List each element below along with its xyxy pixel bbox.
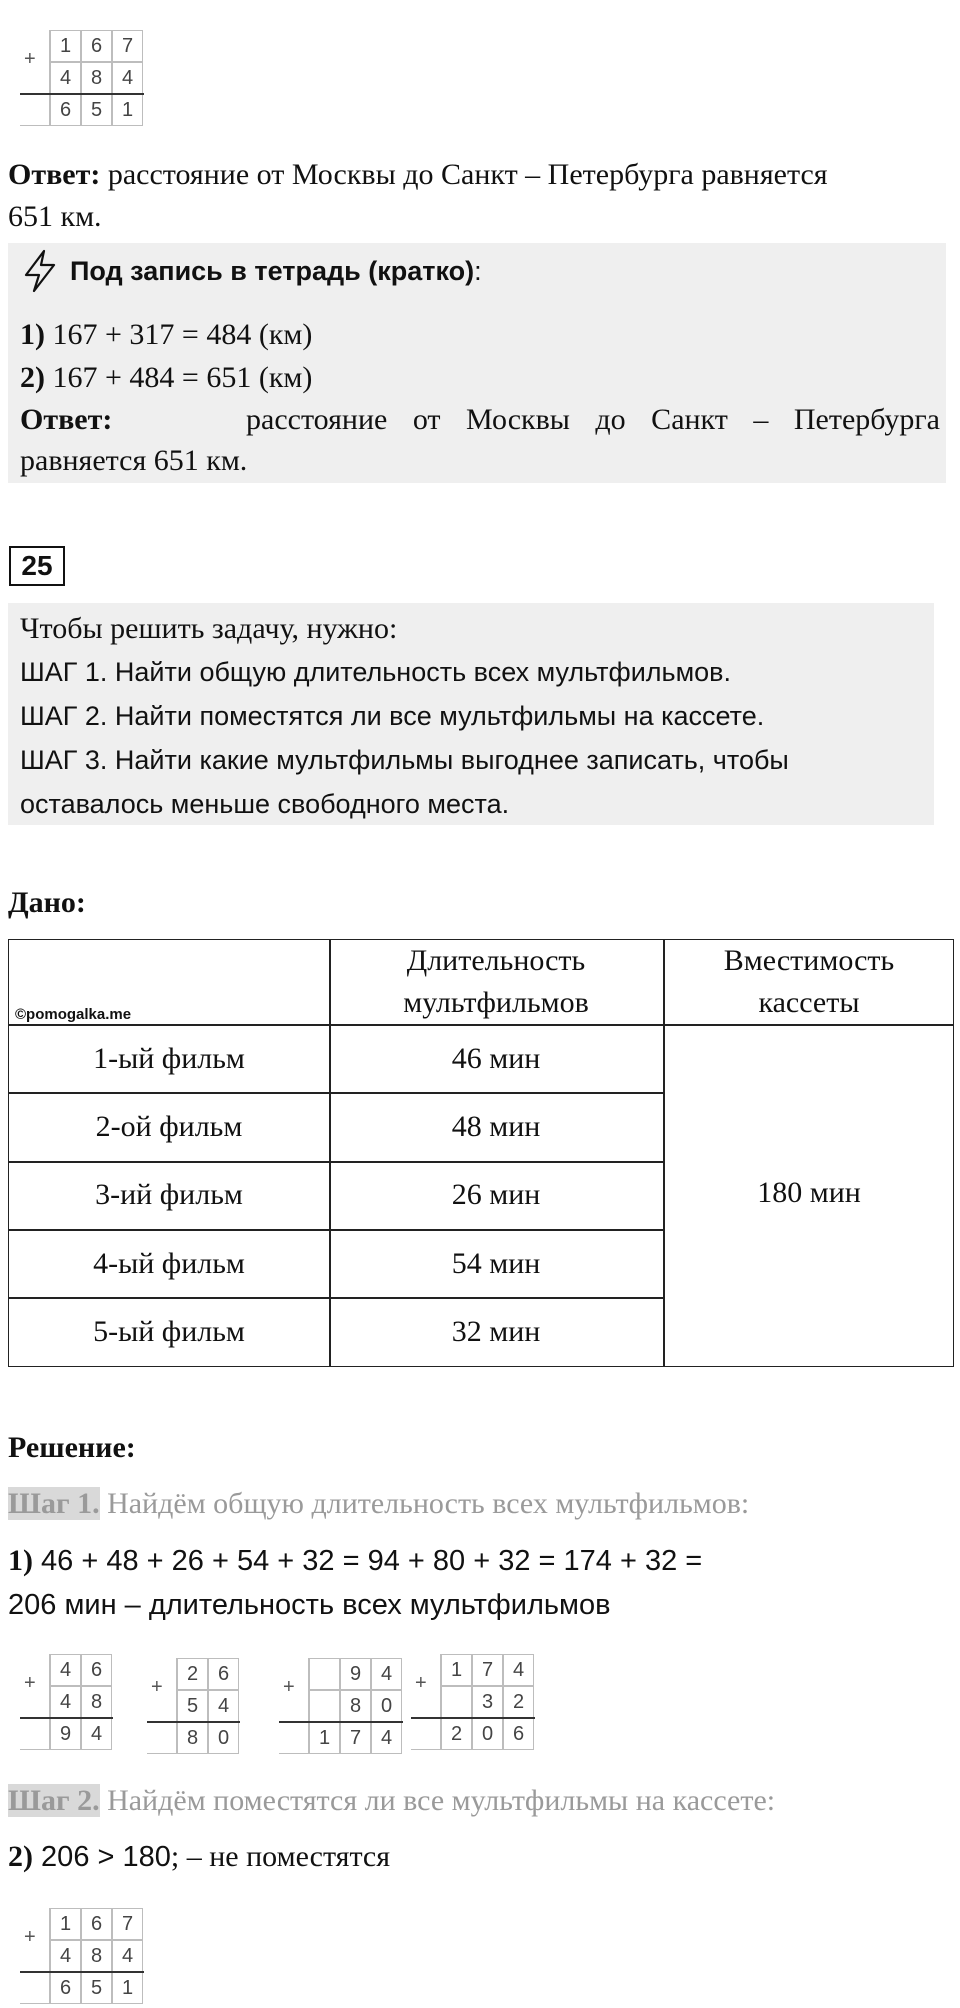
sum-line — [411, 1717, 535, 1719]
digit-cell: 1 — [50, 30, 81, 62]
notebook-title: Под запись в тетрадь (кратко): — [70, 256, 482, 286]
notebook-answer-line-1: Ответ: расстояние от Москвы до Санкт – Петербурга — [20, 403, 940, 436]
digit-cell: 1 — [112, 94, 143, 126]
plus-sign: + — [415, 1672, 427, 1694]
step1-heading: Шаг 1. Найдём общую длительность всех мультфильмов: — [8, 1487, 750, 1520]
column-addition-4 — [411, 1654, 545, 1752]
digit-cell: 3 — [472, 1686, 503, 1718]
answer-line-2: 651 км. — [8, 200, 102, 233]
empty-cell — [279, 1690, 309, 1722]
empty-cell — [279, 1722, 309, 1754]
duration-5: 32 мин — [451, 1315, 541, 1348]
notebook-answer-line-2: равняется 651 км. — [20, 444, 248, 477]
step2-equation: 2) 206 > 180; – не поместятся — [8, 1840, 391, 1873]
plan-step-1: ШАГ 1. Найти общую длительность всех мультфильмов. — [20, 657, 732, 687]
empty-cell — [147, 1690, 177, 1722]
digit-cell: 7 — [112, 30, 143, 62]
digit-cell: 4 — [81, 1718, 112, 1750]
watermark: ©pomogalka.me — [15, 1006, 132, 1023]
digit-cell: 8 — [340, 1690, 371, 1722]
digit-cell: 6 — [81, 1908, 112, 1940]
digit-cell: 7 — [112, 1908, 143, 1940]
digit-cell: 0 — [371, 1690, 402, 1722]
digit-cell: 1 — [309, 1722, 340, 1754]
digit-cell: 2 — [503, 1686, 534, 1718]
digit-cell — [309, 1690, 340, 1722]
plus-sign: + — [24, 48, 36, 70]
digit-cell: 6 — [81, 1654, 112, 1686]
digit-cell: 4 — [208, 1690, 239, 1722]
digit-cell: 2 — [441, 1718, 472, 1750]
task-number: 25 — [9, 546, 65, 586]
digit-cell: 6 — [50, 1972, 81, 2004]
digit-cell: 7 — [472, 1654, 503, 1686]
empty-cell — [279, 1658, 309, 1690]
digit-cell: 9 — [340, 1658, 371, 1690]
plus-sign: + — [24, 1926, 36, 1948]
empty-cell — [20, 62, 50, 94]
sum-line — [20, 93, 144, 95]
film-4: 4-ый фильм — [93, 1247, 245, 1280]
capacity-value: 180 мин — [757, 1176, 861, 1209]
plus-sign: + — [283, 1676, 295, 1698]
digit-cell: 8 — [177, 1722, 208, 1754]
plus-sign: + — [24, 1672, 36, 1694]
duration-3: 26 мин — [451, 1178, 541, 1211]
empty-cell — [411, 1718, 441, 1750]
empty-cell — [20, 1972, 50, 2004]
digit-cell: 1 — [441, 1654, 472, 1686]
digit-cell: 4 — [50, 62, 81, 94]
digit-cell: 4 — [50, 1654, 81, 1686]
column-addition-1 — [20, 1654, 123, 1752]
film-3: 3-ий фильм — [95, 1178, 243, 1211]
answer-label: Ответ: — [8, 158, 101, 191]
digit-cell: 8 — [81, 1940, 112, 1972]
digit-cell: 6 — [503, 1718, 534, 1750]
digit-cell: 1 — [50, 1908, 81, 1940]
solution-label: Решение: — [8, 1431, 136, 1464]
duration-4: 54 мин — [451, 1247, 541, 1280]
digit-cell: 6 — [208, 1658, 239, 1690]
sum-line — [147, 1721, 240, 1723]
film-1: 1-ый фильм — [93, 1042, 245, 1075]
header-capacity-2: кассеты — [758, 986, 860, 1019]
step1-equation: 1) 46 + 48 + 26 + 54 + 32 = 94 + 80 + 32 = 174 + 32 = — [8, 1544, 703, 1577]
empty-cell — [20, 30, 50, 62]
column-addition-top — [20, 30, 154, 128]
empty-cell — [411, 1686, 441, 1718]
digit-cell: 5 — [177, 1690, 208, 1722]
empty-cell — [147, 1658, 177, 1690]
duration-2: 48 мин — [451, 1110, 541, 1143]
given-table — [8, 939, 954, 1367]
answer-line-1 — [8, 154, 958, 196]
digit-cell: 6 — [81, 30, 112, 62]
empty-cell — [20, 1940, 50, 1972]
film-2: 2-ой фильм — [95, 1110, 243, 1143]
empty-cell — [20, 1654, 50, 1686]
empty-cell — [147, 1722, 177, 1754]
sum-line — [279, 1721, 403, 1723]
digit-cell: 1 — [112, 1972, 143, 2004]
column-addition-2 — [147, 1658, 250, 1756]
digit-cell: 8 — [81, 62, 112, 94]
empty-cell — [20, 1686, 50, 1718]
film-5: 5-ый фильм — [93, 1315, 245, 1348]
plan-box — [8, 603, 934, 825]
empty-cell — [20, 1718, 50, 1750]
digit-cell: 7 — [340, 1722, 371, 1754]
digit-cell: 4 — [371, 1722, 402, 1754]
sum-line — [20, 1717, 113, 1719]
header-duration-1: Длительность — [406, 944, 586, 977]
step2-heading: Шаг 2. Найдём поместятся ли все мультфильмы на кассете: — [8, 1784, 776, 1817]
digit-cell: 9 — [50, 1718, 81, 1750]
digit-cell: 4 — [371, 1658, 402, 1690]
digit-cell: 5 — [81, 94, 112, 126]
given-label: Дано: — [8, 886, 86, 919]
lightning-icon — [20, 249, 60, 298]
digit-cell — [441, 1686, 472, 1718]
answer-text: расстояние от Москвы до Санкт – Петербурга равняется — [100, 158, 828, 191]
digit-cell: 4 — [112, 62, 143, 94]
digit-cell: 4 — [50, 1686, 81, 1718]
digit-cell: 0 — [208, 1722, 239, 1754]
digit-cell: 0 — [472, 1718, 503, 1750]
plan-step-3: ШАГ 3. Найти какие мультфильмы выгоднее записать, чтобы — [20, 745, 789, 775]
digit-cell — [309, 1658, 340, 1690]
notebook-box — [8, 243, 946, 483]
column-addition-bottom — [20, 1908, 154, 2006]
notebook-line-2: 2) 167 + 484 = 651 (км) — [20, 361, 313, 394]
digit-cell: 4 — [50, 1940, 81, 1972]
plan-step-2: ШАГ 2. Найти поместятся ли все мультфильмы на кассете. — [20, 701, 765, 731]
digit-cell: 6 — [50, 94, 81, 126]
digit-cell: 5 — [81, 1972, 112, 2004]
empty-cell — [20, 1908, 50, 1940]
header-duration-2: мультфильмов — [403, 986, 589, 1019]
empty-cell — [20, 94, 50, 126]
column-addition-3 — [279, 1658, 393, 1756]
digit-cell: 4 — [112, 1940, 143, 1972]
sum-line — [20, 1971, 144, 1973]
empty-cell — [411, 1654, 441, 1686]
plan-step-3-continued: оставалось меньше свободного места. — [20, 789, 510, 819]
digit-cell: 8 — [81, 1686, 112, 1718]
digit-cell: 4 — [503, 1654, 534, 1686]
digit-cell: 2 — [177, 1658, 208, 1690]
header-capacity-1: Вместимость — [723, 944, 895, 977]
plan-intro: Чтобы решить задачу, нужно: — [20, 612, 398, 645]
plus-sign: + — [151, 1676, 163, 1698]
duration-1: 46 мин — [451, 1042, 541, 1075]
step1-equation-continued: 206 мин – длительность всех мультфильмов — [8, 1589, 611, 1621]
notebook-line-1: 1) 167 + 317 = 484 (км) — [20, 318, 313, 351]
